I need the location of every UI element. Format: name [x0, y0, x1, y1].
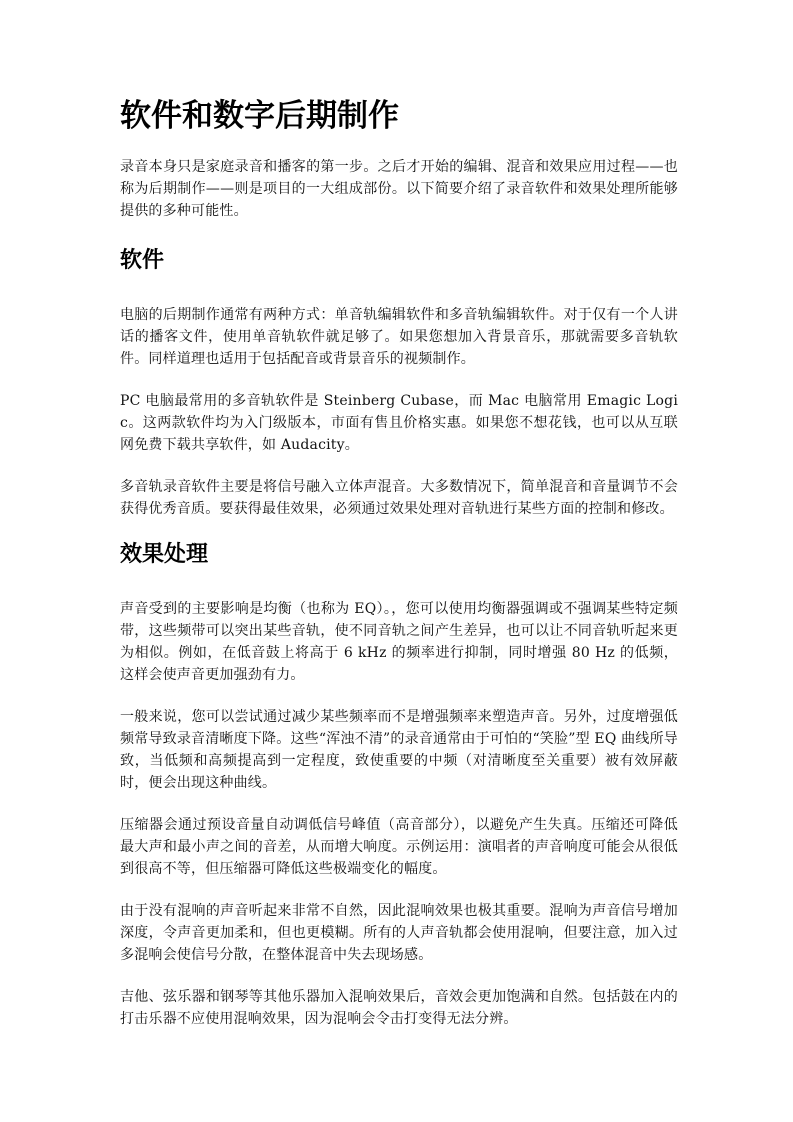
software-paragraph-1: 电脑的后期制作通常有两种方式：单音轨编辑软件和多音轨编辑软件。对于仅有一个人讲话的播客文件，使用单音轨软件就足够了。如果您想加入背景音乐，那就需要多音轨软件。同样道理也适用于包括配音或背景音乐的视频制作。 — [120, 307, 678, 367]
intro-paragraph: 录音本身只是家庭录音和播客的第一步。之后才开始的编辑、混音和效果应用过程——也称为后期制作——则是项目的一大组成部份。以下简要介绍了录音软件和效果处理所能够提供的多种可能性。 — [120, 159, 678, 219]
page-title: 软件和数字后期制作 — [120, 98, 399, 134]
document-page — [120, 96, 678, 1030]
section-heading-effects: 效果处理 — [120, 542, 209, 567]
effects-paragraph-4: 由于没有混响的声音听起来非常不自然，因此混响效果也极其重要。混响为声音信号增加深度，令声音更加柔和，但也更模糊。所有的人声音轨都会使用混响，但要注意，加入过多混响会使信号分散，在整体混音中失去现场感。 — [120, 903, 678, 963]
software-paragraph-2: PC 电脑最常用的多音轨软件是 Steinberg Cubase，而 Mac 电脑常用 Emagic Logic。这两款软件均为入门级版本，市面有售且价格实惠。如果您不想花钱，也可以从互联网免费下载共享软件，如 Audacity。 — [120, 393, 678, 453]
effects-paragraph-3: 压缩器会通过预设音量自动调低信号峰值（高音部分），以避免产生失真。压缩还可降低最大声和最小声之间的音差，从而增大响度。示例运用：演唱者的声音响度可能会从很低到很高不等，但压缩器可降低这些极端变化的幅度。 — [120, 817, 678, 877]
effects-paragraph-2: 一般来说，您可以尝试通过减少某些频率而不是增强频率来塑造声音。另外，过度增强低频常导致录音清晰度下降。这些“浑浊不清”的录音通常由于可怕的“笑脸”型 EQ 曲线所导致，当低频和高频提高到一定程度，致使重要的中频（对清晰度至关重要）被有效屏蔽时，便会出现这种曲线。 — [120, 709, 678, 791]
effects-paragraph-1: 声音受到的主要影响是均衡（也称为 EQ）。，您可以使用均衡器强调或不强调某些特定频带，这些频带可以突出某些音轨，使不同音轨之间产生差异，也可以让不同音轨听起来更为相似。例如，在低音鼓上将高于 6 kHz 的频率进行抑制，同时增强 80 Hz 的低频，这样会使声音更加强劲有力。 — [120, 601, 678, 683]
effects-paragraph-5: 吉他、弦乐器和钢琴等其他乐器加入混响效果后，音效会更加饱满和自然。包括鼓在内的打击乐器不应使用混响效果，因为混响会令击打变得无法分辨。 — [120, 989, 678, 1027]
software-paragraph-3: 多音轨录音软件主要是将信号融入立体声混音。大多数情况下，简单混音和音量调节不会获得优秀音质。要获得最佳效果，必须通过效果处理对音轨进行某些方面的控制和修改。 — [120, 479, 678, 517]
section-heading-software: 软件 — [120, 248, 165, 273]
